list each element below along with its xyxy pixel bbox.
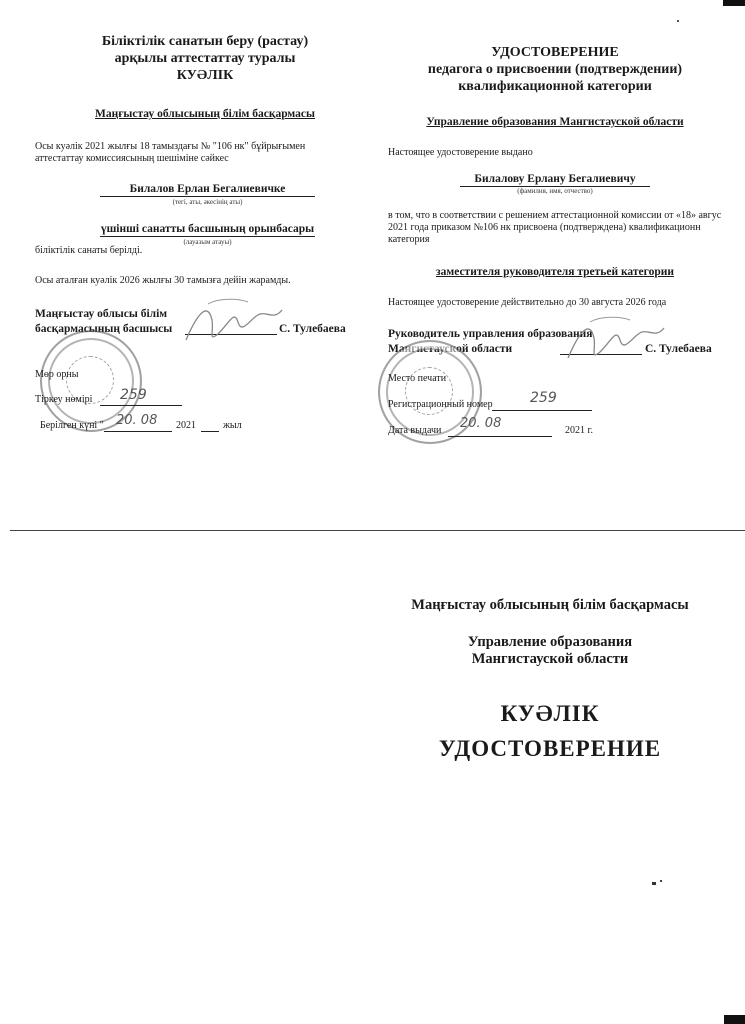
scan-corner-mark bbox=[724, 1015, 745, 1024]
left-position: үшінші санатты басшының орынбасары bbox=[100, 223, 315, 235]
left-title-line3: КУӘЛІК bbox=[176, 68, 234, 83]
left-reg-underline bbox=[100, 405, 182, 406]
right-date-value: 20. 08 bbox=[460, 416, 502, 431]
right-head-name: С. Тулебаева bbox=[645, 343, 712, 355]
left-position-caption: (лауазым атауы) bbox=[183, 238, 232, 246]
left-issued-suffix: жыл bbox=[223, 420, 242, 431]
right-decision-line1: в том, что в соответствии с решением аттестационной комиссии от «18» авгус bbox=[388, 210, 722, 221]
left-issued-underline bbox=[104, 431, 172, 432]
left-validity: Осы аталған куәлік 2026 жылғы 30 тамызға дейін жарамды. bbox=[35, 275, 291, 286]
left-reg-value: 259 bbox=[120, 387, 147, 403]
right-date-year: 2021 г. bbox=[565, 425, 593, 436]
scan-speck bbox=[660, 880, 662, 882]
left-reg-label: Тіркеу нөмірі bbox=[35, 394, 93, 405]
right-seal-place: Место печати bbox=[388, 373, 447, 384]
left-head-name: С. Тулебаева bbox=[279, 323, 346, 335]
cover-title-ru: УДОСТОВЕРЕНИЕ bbox=[438, 736, 662, 761]
right-decision-line3: категория bbox=[388, 234, 430, 245]
left-org: Маңғыстау облысының білім басқармасы bbox=[94, 108, 316, 120]
right-reg-label: Регистрационный номер bbox=[388, 399, 493, 410]
left-issued-label: Берілген күні " bbox=[40, 420, 104, 431]
scan-speck bbox=[677, 20, 679, 22]
cover-title-kz: КУӘЛІК bbox=[500, 701, 600, 726]
left-name-underline bbox=[100, 196, 315, 197]
left-decision-line2: аттестаттау комиссиясының шешіміне сәйкес bbox=[35, 153, 229, 164]
scan-speck bbox=[652, 882, 656, 885]
right-person-caption: (фамилия, имя, отчество) bbox=[517, 187, 593, 195]
right-position: заместителя руководителя третьей категории bbox=[436, 266, 674, 278]
left-person-caption: (тегі, аты, әкесінің аты) bbox=[172, 198, 243, 206]
right-signature-image bbox=[560, 310, 670, 370]
left-title-line1: Біліктілік санатын беру (растау) bbox=[101, 34, 309, 49]
scan-corner-mark bbox=[723, 0, 745, 6]
right-title-line3: квалификационной категории bbox=[458, 79, 652, 94]
left-seal-place: Мөр орны bbox=[35, 369, 79, 380]
left-granted: біліктілік санаты берілді. bbox=[35, 245, 143, 256]
right-person-name: Билалову Ерлану Бегалиевичу bbox=[474, 173, 636, 185]
left-position-underline bbox=[100, 236, 315, 237]
right-date-underline bbox=[448, 436, 552, 437]
left-title-line2: арқылы аттестаттау туралы bbox=[114, 51, 296, 66]
left-issued-value: 20. 08 bbox=[116, 413, 158, 428]
right-reg-value: 259 bbox=[530, 390, 557, 406]
right-decision-line2: 2021 года приказом №106 нк присвоена (подтверждена) квалификационн bbox=[388, 222, 701, 233]
cover-org-kz: Маңғыстау облысының білім басқармасы bbox=[411, 597, 689, 613]
cover-org-ru-line2: Мангистауской области bbox=[471, 651, 629, 667]
left-head-line2: басқармасының басшысы bbox=[35, 323, 173, 335]
left-issued-year: 2021 bbox=[176, 420, 196, 431]
left-decision-line1: Осы куәлік 2021 жылғы 18 тамыздағы № "106 нк" бұйрығымен bbox=[35, 141, 306, 152]
right-title-line1: УДОСТОВЕРЕНИЕ bbox=[491, 45, 619, 60]
right-reg-underline bbox=[492, 410, 592, 411]
right-head-line1: Руководитель управления образования bbox=[388, 328, 593, 340]
cover-org-ru-line1: Управление образования bbox=[467, 634, 633, 650]
left-issued-year-underline bbox=[201, 431, 219, 432]
left-person-name: Билалов Ерлан Бегалиевичке bbox=[129, 183, 286, 195]
fold-line bbox=[10, 530, 745, 531]
left-signature-image bbox=[178, 292, 288, 352]
right-validity: Настоящее удостоверение действительно до 30 августа 2026 года bbox=[388, 297, 667, 308]
right-date-label: Дата выдачи bbox=[388, 425, 442, 436]
right-org: Управление образования Мангистауской области bbox=[426, 116, 684, 128]
right-issued-to: Настоящее удостоверение выдано bbox=[388, 147, 533, 158]
right-title-line2: педагога о присвоении (подтверждении) bbox=[427, 62, 683, 77]
left-head-line1: Маңғыстау облысы білім bbox=[35, 308, 168, 320]
right-head-line2: Мангистауской области bbox=[388, 343, 513, 355]
